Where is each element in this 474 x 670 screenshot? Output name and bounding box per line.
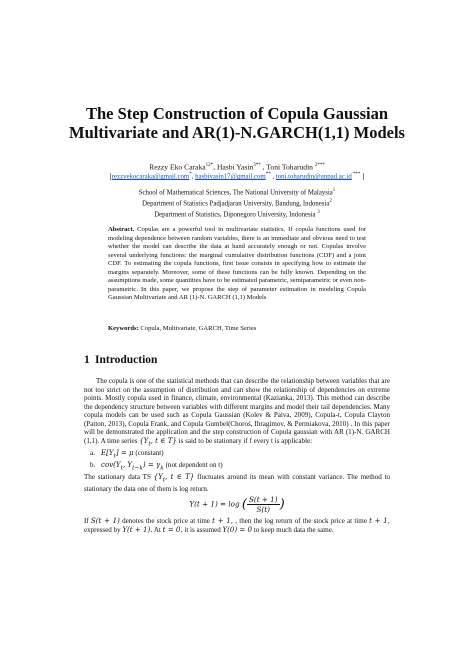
equation-fraction xyxy=(247,495,280,514)
keywords-text: Copula, Multivariate, GARCH, Time Series xyxy=(138,325,257,332)
title-line-2: Multivariate and AR(1)-N.GARCH(1,1) Models xyxy=(69,123,405,142)
inline-math xyxy=(101,459,164,472)
equation-paren: ( xyxy=(241,497,247,513)
inline-math: Y(0) = 0 xyxy=(222,524,253,534)
email-link-1[interactable]: rezzyekocaraka@gmail.com xyxy=(111,173,190,181)
math-part: , t ∈ T} xyxy=(150,435,177,445)
inline-math: Y(t + 1). xyxy=(122,524,153,534)
math-part: {Y xyxy=(153,471,163,481)
list-item-text: (constant) xyxy=(133,448,164,457)
abstract xyxy=(108,226,366,303)
list-item-text: (not dependent on t) xyxy=(163,460,223,469)
inline-math: t = 0, xyxy=(162,524,183,534)
math-subscript: t−k xyxy=(132,465,143,472)
inline-math: t + 1, xyxy=(212,516,234,526)
author-2-affil: 3** xyxy=(253,163,261,168)
email-link-2[interactable]: hasbiyasin17@gmail.com xyxy=(195,173,266,181)
affiliation-3 xyxy=(60,209,414,220)
author-separator: , xyxy=(260,162,267,172)
abstract-label: Abstract. xyxy=(108,226,135,233)
paragraph-1-end: is said to be stationary if f every t is applicable: xyxy=(176,436,313,445)
paragraph-1 xyxy=(84,377,390,449)
equation-paren: ) xyxy=(279,497,285,513)
affiliation-1-text: School of Mathematical Sciences, The National University of Malaysia xyxy=(138,189,333,197)
affiliation-1-number: 1 xyxy=(332,188,336,193)
list-item-b xyxy=(84,461,390,473)
paragraph-2-text: The stationary data TS xyxy=(84,472,154,481)
math-part: ) = γ xyxy=(142,459,161,469)
paragraph-3-text: expressed by xyxy=(84,525,123,534)
affiliation-1 xyxy=(60,187,414,198)
author-3: Toni Toharudin xyxy=(266,162,315,172)
inline-math: S(t + 1) xyxy=(90,516,120,526)
inline-math xyxy=(101,447,134,460)
math-part: E[Y xyxy=(101,447,114,457)
math-subscript: t xyxy=(162,477,166,484)
introduction-body xyxy=(84,377,390,534)
paragraph-3 xyxy=(84,517,390,534)
author-emails xyxy=(50,170,424,181)
paragraph-3-text: At xyxy=(152,525,163,534)
email-3-mark: *** xyxy=(351,172,361,177)
math-part: ] = μ xyxy=(115,447,134,457)
math-subscript: k xyxy=(160,465,164,472)
math-subscript: t xyxy=(113,453,116,460)
equation-lhs: Y(t + 1) = log xyxy=(189,499,240,509)
math-part: cov(Y xyxy=(101,459,121,469)
log-return-equation xyxy=(84,495,390,514)
fraction-numerator: S(t + 1) xyxy=(248,495,278,505)
paper-title xyxy=(40,104,434,142)
email-1-mark: * xyxy=(189,172,192,177)
affiliation-3-text: Department of Statistics, Diponegoro University, Indonesia xyxy=(154,210,318,218)
paragraph-3-text: If xyxy=(84,517,91,526)
affiliation-2-text: Department of Statistics Padjadjaran University, Bandung, Indonesia xyxy=(142,200,330,208)
section-title: Introduction xyxy=(95,354,158,366)
fraction-denominator: S(t) xyxy=(256,505,270,515)
title-line-1: The Step Construction of Copula Gaussian xyxy=(85,104,389,123)
author-1-affil: 12* xyxy=(205,163,214,168)
author-3-affil: 2*** xyxy=(314,163,325,168)
inline-math xyxy=(139,435,177,448)
author-1: Rezzy Eko Caraka xyxy=(149,162,206,172)
email-2-mark: ** xyxy=(265,172,271,177)
affiliation-3-number: 3 xyxy=(317,209,320,215)
paragraph-3-text: , then the log return of the stock price at time xyxy=(233,517,370,526)
list-item-label: a. xyxy=(90,448,95,457)
paragraph-2-text: fluctuates around its mean with constant variance. The method to stationary the data one of them is log return. xyxy=(84,472,391,493)
affiliations xyxy=(60,187,414,220)
math-part: {Y xyxy=(139,435,149,445)
author-separator: , xyxy=(213,162,217,172)
email-separator: , xyxy=(270,173,276,181)
paragraph-1-text: The copula is one of the statistical methods that can describe the relationship between variables that are not too strict on the assumption of distribution and can show the relationship of dependencies on extreme points. Mostly copula used in finance, climate, environmental (Kazianka, 2013). This method can describe the dependency structure between variables with different margins and model their tail dependencies. Many copula models can be used such as Copula Gaussian (Kolev & Paiva, 2009), Copula-t, Copula Clayton (Patton, 2013), Copula Frank, and Copula Gumbel(Choroś, Ibragimov, & Permiakova, 2010) . In this paper will be demonstrated the application and the step construction of Copula gaussian with AR (1)-N. GARCH (1,1). A time series xyxy=(84,377,390,445)
email-close-bracket: ] xyxy=(360,173,365,181)
email-open-bracket: [ xyxy=(109,173,112,181)
keywords-label: Keywords: xyxy=(108,325,139,332)
paragraph-3-text: it is assumed xyxy=(182,525,223,534)
list-item-label: b. xyxy=(90,460,96,469)
section-number: 1 xyxy=(84,354,90,366)
paragraph-3-text: to keep much data the same. xyxy=(252,525,334,534)
math-subscript: t xyxy=(120,465,123,472)
abstract-text: Copulas are a powerful tool in multivariate statistics. If copula functions used for modeling dependence between random variables, there is an immediate and obvious need to test whether the model can describe the data at hand accurately enough or not. Copulas involve several underlying functions: the marginal cumulative distribution functions (CDF) and a joint CDF. To estimating the copula functions, first issue consists in specifying how to estimate the margins separately. Moreover, some of these functions can be fully known. Depending on the assumptions made, some quantities have to be estimated parametric, semiparametric or even non-parametric. In this paper, we propose the step of parameter estimation in modeling Copula Gaussian Multivariate and AR (1)-N. GARCH (1,1) Models xyxy=(108,226,366,301)
affiliation-2 xyxy=(60,198,414,209)
inline-math xyxy=(153,471,195,484)
paragraph-2 xyxy=(84,473,390,494)
email-link-3[interactable]: toni.toharudin@unpad.ac.id xyxy=(275,173,352,181)
affiliation-2-number: 2 xyxy=(329,198,332,204)
math-part: , Y xyxy=(122,459,133,469)
paragraph-3-text: denotes the stock price at time xyxy=(119,517,213,526)
section-heading xyxy=(84,353,384,367)
author-2: Hasbi Yasin xyxy=(216,162,254,172)
math-subscript: t xyxy=(148,441,151,448)
email-separator: , xyxy=(191,173,196,181)
math-part: , t ∈ T} xyxy=(165,471,195,481)
keywords xyxy=(108,325,366,334)
inline-math: t + 1, xyxy=(369,516,390,526)
